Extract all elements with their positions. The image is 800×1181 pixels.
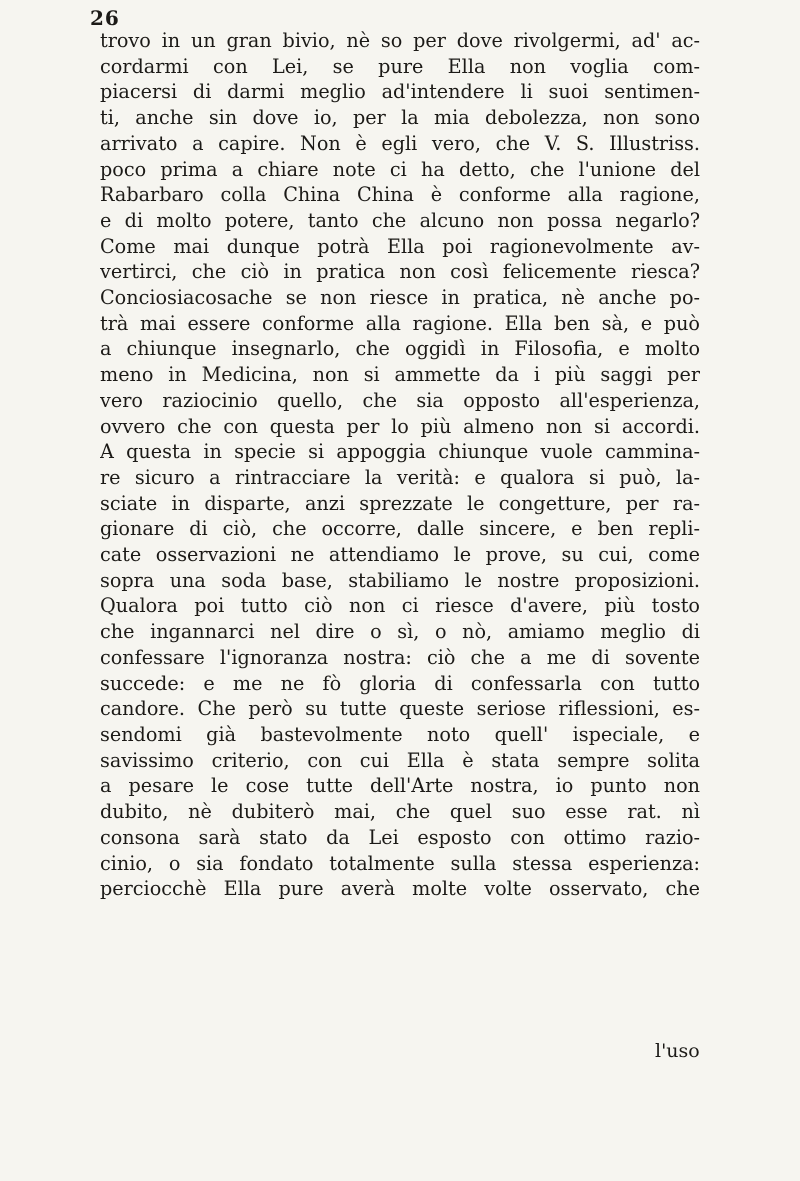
text-line: dubito, nè dubiterò mai, che quel suo esse rat. nì [100, 800, 700, 824]
text-line: cinio, o sia fondato totalmente sulla stessa esperienza: [100, 851, 700, 875]
page-number: 26 [90, 6, 120, 30]
text-line: gionare di ciò, che occorre, dalle sincere, e ben repli- [100, 517, 700, 541]
catchword: l'uso [655, 1040, 700, 1062]
text-line: arrivato a capire. Non è egli vero, che V. S. Illustriss. [100, 131, 700, 155]
text-line: vero raziocinio quello, che sia opposto all'esperienza, [100, 388, 700, 412]
text-line: succede: e me ne fò gloria di confessarla con tutto [100, 671, 700, 695]
text-line: e di molto potere, tanto che alcuno non possa negarlo? [100, 208, 700, 232]
text-line: Conciosiacosache se non riesce in pratica, nè anche po- [100, 286, 700, 310]
text-line: Come mai dunque potrà Ella poi ragionevolmente av- [100, 234, 700, 258]
text-line: ti, anche sin dove io, per la mia debolezza, non sono [100, 106, 700, 130]
text-line: meno in Medicina, non si ammette da i più saggi per [100, 363, 700, 387]
text-line: candore. Che però su tutte queste seriose riflessioni, es- [100, 697, 700, 721]
text-line: confessare l'ignoranza nostra: ciò che a me di sovente [100, 645, 700, 669]
text-line: vertirci, che ciò in pratica non così felicemente riesca? [100, 260, 700, 284]
text-line: a chiunque insegnarlo, che oggidì in Filosofia, e molto [100, 337, 700, 361]
text-line: poco prima a chiare note ci ha detto, che l'unione del [100, 157, 700, 181]
text-line: cordarmi con Lei, se pure Ella non voglia com- [100, 54, 700, 78]
text-line: Qualora poi tutto ciò non ci riesce d'avere, più tosto [100, 594, 700, 618]
text-line: sopra una soda base, stabiliamo le nostre proposizioni. [100, 568, 700, 592]
text-line: ovvero che con questa per lo più almeno non si accordi. [100, 414, 700, 438]
text-line: sciate in disparte, anzi sprezzate le congetture, per ra- [100, 491, 700, 515]
text-line: trovo in un gran bivio, nè so per dove rivolgermi, ad' ac- [100, 29, 700, 52]
text-line: consona sarà stato da Lei esposto con ottimo razio- [100, 825, 700, 849]
text-line: piacersi di darmi meglio ad'intendere li suoi sentimen- [100, 80, 700, 104]
text-line: A questa in specie si appoggia chiunque vuole cammina- [100, 440, 700, 464]
text-line: a pesare le cose tutte dell'Arte nostra, io punto non [100, 774, 700, 798]
text-line: sendomi già bastevolmente noto quell' ispeciale, e [100, 722, 700, 746]
text-line: trà mai essere conforme alla ragione. Ella ben sà, e può [100, 311, 700, 335]
text-line: cate osservazioni ne attendiamo le prove, su cui, come [100, 543, 700, 567]
body-text [100, 28, 700, 902]
text-line: che ingannarci nel dire o sì, o nò, amiamo meglio di [100, 620, 700, 644]
text-line: re sicuro a rintracciare la verità: e qualora si può, la- [100, 465, 700, 489]
text-line: savissimo criterio, con cui Ella è stata sempre solita [100, 748, 700, 772]
text-line: perciocchè Ella pure averà molte volte osservato, che [100, 877, 700, 901]
text-line: Rabarbaro colla China China è conforme alla ragione, [100, 183, 700, 207]
